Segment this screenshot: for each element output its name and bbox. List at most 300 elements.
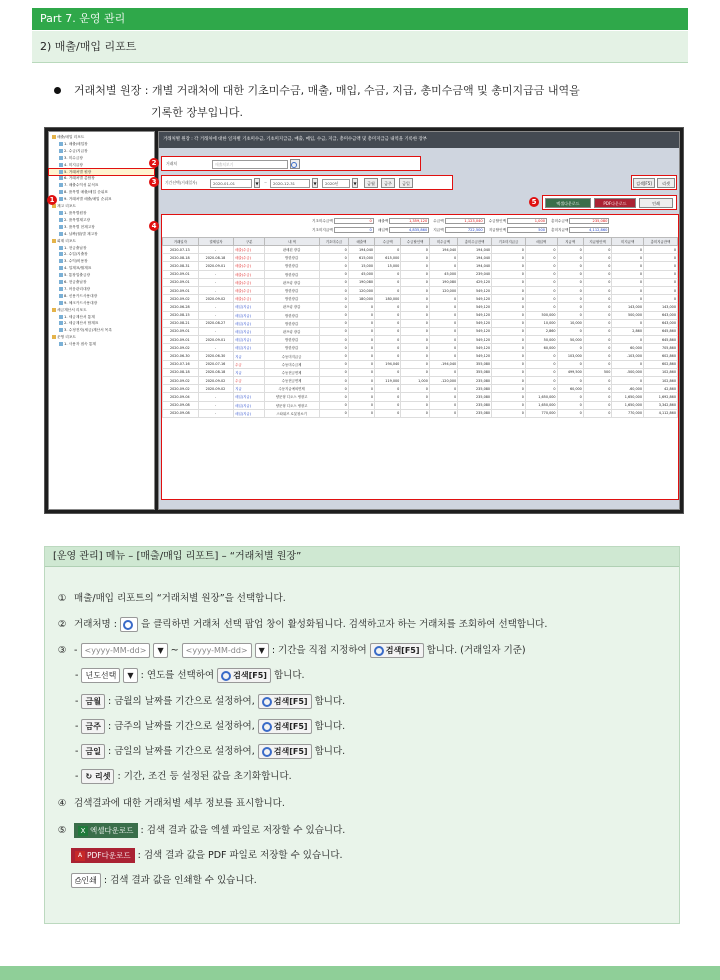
table-row[interactable] <box>163 262 678 270</box>
dropdown-icon[interactable]: ▼ <box>153 643 167 658</box>
summary-value: 0 <box>334 227 374 233</box>
partner-input[interactable]: 매출처보기 <box>212 160 288 169</box>
description-box <box>44 546 680 924</box>
column-header[interactable]: 수금액 <box>375 238 401 246</box>
document-icon <box>59 259 63 263</box>
table-cell: 2020-06-30 <box>163 352 199 360</box>
table-row[interactable] <box>163 327 678 335</box>
day-button[interactable]: 금일 <box>399 178 413 188</box>
footer-bar <box>0 966 720 980</box>
year-select[interactable]: 2020년 <box>322 179 350 188</box>
tree-item[interactable] <box>49 293 154 300</box>
table-cell: - <box>198 327 234 335</box>
table-cell: 방한장갑 <box>265 319 320 327</box>
tree-item[interactable] <box>49 231 154 238</box>
step-text: 을 클릭하면 거래처 선택 팝업 창이 활성화됩니다. 검색하고자 하는 거래처를 조회하여 선택합니다. <box>141 619 548 630</box>
tree-item[interactable] <box>49 224 154 231</box>
summary-value: 4,835,860 <box>389 227 429 233</box>
table-cell: - <box>198 344 234 352</box>
pdf-download-button[interactable]: PDF다운로드 <box>594 198 636 208</box>
folder-icon <box>52 135 56 139</box>
print-sample[interactable] <box>71 873 101 888</box>
table-cell: 0 <box>492 352 526 360</box>
table-row[interactable] <box>163 368 678 376</box>
tree-label: 3. 품목별 현재고장 <box>64 224 95 229</box>
table-row[interactable] <box>163 270 678 278</box>
tree-item[interactable] <box>49 175 154 182</box>
document-icon <box>59 225 63 229</box>
table-cell: 지급 <box>234 368 265 376</box>
table-cell: 0 <box>525 303 557 311</box>
table-cell: 방한장갑 <box>265 286 320 294</box>
year-dropdown[interactable]: ▼ <box>352 178 358 188</box>
table-row[interactable] <box>163 360 678 368</box>
table-row[interactable] <box>163 319 678 327</box>
tree-group[interactable] <box>49 334 154 341</box>
table-cell: 0 <box>348 336 374 344</box>
report-title: 거래처별 원장 : 각 거래처에 대한 일자별 기초미수금, 기초미지급금, 매출, 매입, 수금, 지급, 총미수금액 및 총미지급금 내역을 기록한 장부 <box>159 132 679 148</box>
table-cell: 60,000 <box>525 344 557 352</box>
table-cell: 2020-09-01 <box>163 278 199 286</box>
document-icon <box>59 170 63 174</box>
table-cell: 194,040 <box>458 246 492 254</box>
week-button[interactable]: 금주 <box>381 178 395 188</box>
table-cell: 0 <box>375 278 401 286</box>
table-cell: 0 <box>429 352 457 360</box>
column-header[interactable]: 구분 <box>234 238 265 246</box>
table-cell: 0 <box>320 368 349 376</box>
table-cell: 매입(지급) <box>234 336 265 344</box>
tree-label: 2. 수입/지출장 <box>64 252 88 257</box>
partner-search-button[interactable] <box>290 159 300 169</box>
label: 리셋 <box>94 772 111 781</box>
table-row[interactable] <box>163 278 678 286</box>
tree-group[interactable] <box>49 307 154 314</box>
table-cell: 194,040 <box>458 262 492 270</box>
table-cell: 판매된 장갑 <box>265 246 320 254</box>
step-3-week <box>75 719 345 735</box>
summary-item <box>378 228 429 232</box>
column-header[interactable]: 매입액 <box>525 238 557 246</box>
table-row[interactable] <box>163 286 678 294</box>
table-cell: 2020-09-01 <box>163 270 199 278</box>
table-cell: 매입(지급) <box>234 311 265 319</box>
table-cell: 0 <box>429 262 457 270</box>
date-to-dropdown[interactable]: ▼ <box>312 178 318 188</box>
table-cell: 0 <box>375 336 401 344</box>
table-cell: 0 <box>492 262 526 270</box>
table-cell: 2020-08-31 <box>163 262 199 270</box>
tree-label: 1. 품목별원장 <box>64 210 87 215</box>
tree-group[interactable] <box>49 134 154 141</box>
table-row[interactable] <box>163 303 678 311</box>
table-cell: 0 <box>612 246 644 254</box>
table-cell: 0 <box>375 368 401 376</box>
tree-item[interactable] <box>49 210 154 217</box>
column-header[interactable]: 미수금액 <box>429 238 457 246</box>
document-icon <box>59 183 63 187</box>
tree-item[interactable] <box>49 272 154 279</box>
table-cell: 770,000 <box>525 409 557 417</box>
tree-item[interactable] <box>49 320 154 327</box>
column-header[interactable]: 총미수금잔액 <box>458 238 492 246</box>
document-icon <box>59 142 63 146</box>
table-cell: 0 <box>348 327 374 335</box>
table-cell: 2020-09-08 <box>163 409 199 417</box>
table-cell: 0 <box>375 385 401 393</box>
table-cell: 0 <box>492 336 526 344</box>
table-cell: 45,000 <box>429 270 457 278</box>
table-cell: 0 <box>320 286 349 294</box>
table-cell: 0 <box>525 377 557 385</box>
table-cell: 0 <box>320 352 349 360</box>
tree-group[interactable] <box>49 238 154 245</box>
table-cell: 0 <box>612 254 644 262</box>
tree-item[interactable] <box>49 300 154 307</box>
table-cell: 15,000 <box>375 262 401 270</box>
column-header[interactable]: 지급할인액 <box>583 238 612 246</box>
table-cell: 0 <box>348 311 374 319</box>
tree-item[interactable] <box>49 155 154 162</box>
print-button[interactable]: 인쇄 <box>639 198 673 208</box>
day-button-sample[interactable]: 금일 <box>81 744 104 759</box>
table-cell: 0 <box>320 336 349 344</box>
search-button[interactable]: 검색[F5] <box>633 178 655 188</box>
table-cell: 500,000 <box>612 311 644 319</box>
ledger-grid <box>161 214 679 500</box>
table-row[interactable] <box>163 336 678 344</box>
tree-item[interactable] <box>49 251 154 258</box>
table-cell: 15,000 <box>348 262 374 270</box>
table-cell: 770,000 <box>612 409 644 417</box>
date-to-sample[interactable]: <yyyy-MM-dd> <box>182 643 252 658</box>
dropdown-icon[interactable]: ▼ <box>255 643 269 658</box>
table-cell: 방한장갑 <box>265 336 320 344</box>
search-button-sample[interactable] <box>217 668 271 683</box>
tree-item[interactable] <box>49 265 154 272</box>
tree-item[interactable] <box>49 141 154 148</box>
refresh-icon: ↻ <box>85 772 95 781</box>
table-cell: 102,860 <box>643 377 677 385</box>
column-header[interactable]: 거래일자 <box>163 238 199 246</box>
table-row[interactable] <box>163 352 678 360</box>
intro-line-1: 거래처별 원장 : 개별 거래처에 대한 기초미수금, 매출, 매입, 수금, 지급, 총미수금액 및 총미지급금 내역을 <box>74 84 580 97</box>
column-header[interactable]: 미지급액 <box>612 238 644 246</box>
excel-download-sample[interactable] <box>74 823 137 838</box>
table-cell: 수금 <box>234 377 265 385</box>
table-cell: 1,650,000 <box>612 401 644 409</box>
column-header[interactable]: 수금할인액 <box>401 238 430 246</box>
tree-group[interactable] <box>49 203 154 210</box>
document-icon <box>59 328 63 332</box>
search-button-sample[interactable] <box>370 643 424 658</box>
table-cell: 0 <box>612 278 644 286</box>
magnifier-icon <box>262 747 272 757</box>
table-row[interactable] <box>163 401 678 409</box>
table-cell: 0 <box>557 327 583 335</box>
colon: : <box>271 645 276 656</box>
step-text: 합니다. <box>314 746 346 757</box>
table-cell: 0 <box>525 295 557 303</box>
column-header[interactable]: 기초미수금 <box>320 238 349 246</box>
step-text: 합니다. <box>273 670 305 681</box>
table-row[interactable] <box>163 385 678 393</box>
table-cell: 매출(수금) <box>234 278 265 286</box>
table-cell: 0 <box>375 352 401 360</box>
reset-button-sample[interactable] <box>81 769 114 784</box>
table-cell: 0 <box>583 286 612 294</box>
table-cell: 매입(지급) <box>234 327 265 335</box>
table-cell: 2020-09-01 <box>163 286 199 294</box>
table-cell: 매입(지급) <box>234 319 265 327</box>
table-cell: 0 <box>429 344 457 352</box>
table-cell: 0 <box>348 303 374 311</box>
table-cell: 0 <box>401 393 430 401</box>
table-row[interactable] <box>163 295 678 303</box>
table-row[interactable] <box>163 393 678 401</box>
tree-item[interactable] <box>49 148 154 155</box>
search-button-sample[interactable] <box>258 719 312 734</box>
column-header[interactable]: 총미지급잔액 <box>643 238 677 246</box>
table-cell: 549,120 <box>458 295 492 303</box>
summary-label: 수금할인액 <box>488 219 507 223</box>
step-num: ③ <box>57 645 67 656</box>
step-text: : 검색 결과 값을 인쇄할 수 있습니다. <box>103 875 257 886</box>
table-header <box>163 238 678 246</box>
document-icon <box>59 287 63 291</box>
table-cell: 0 <box>583 352 612 360</box>
table-cell: 0 <box>643 246 677 254</box>
app-screenshot <box>44 127 684 514</box>
date-from-sample[interactable]: <yyyy-MM-dd> <box>81 643 151 658</box>
month-button-sample[interactable]: 금월 <box>81 694 104 709</box>
table-cell: - <box>198 278 234 286</box>
search-icon-button[interactable] <box>120 617 138 632</box>
table-cell: 2020-06-28 <box>163 303 199 311</box>
table-cell: 1,000 <box>401 377 430 385</box>
tree-item[interactable] <box>49 327 154 334</box>
tree-item[interactable] <box>49 196 154 203</box>
tree-item[interactable] <box>49 286 154 293</box>
table-cell: 0 <box>525 385 557 393</box>
table-cell: 0 <box>492 278 526 286</box>
tree-item[interactable] <box>49 245 154 252</box>
table-cell: 235,080 <box>458 377 492 385</box>
step-1 <box>53 591 286 607</box>
table-cell: 0 <box>525 286 557 294</box>
badge-2: 2 <box>149 158 159 168</box>
tree-item[interactable] <box>49 279 154 286</box>
table-cell: 0 <box>320 295 349 303</box>
table-cell: 549,120 <box>458 303 492 311</box>
printer-icon: ⎙ <box>75 876 82 885</box>
table-cell: 0 <box>492 311 526 319</box>
table-cell: 0 <box>557 393 583 401</box>
summary-value: 235,080 <box>569 218 609 224</box>
badge-5: 5 <box>529 197 539 207</box>
badge-3: 3 <box>149 177 159 187</box>
column-header[interactable]: 내 역 <box>265 238 320 246</box>
table-cell: 0 <box>348 409 374 417</box>
month-button[interactable]: 금월 <box>364 178 378 188</box>
table-cell: 0 <box>492 270 526 278</box>
tree-item[interactable] <box>49 341 154 348</box>
table-cell: 0 <box>348 368 374 376</box>
table-cell: 499,500 <box>557 368 583 376</box>
table-cell: 4,112,860 <box>643 409 677 417</box>
summary-item <box>378 219 429 223</box>
table-cell: 0 <box>525 262 557 270</box>
tree-label: 4. 미지급장 <box>64 162 83 167</box>
tree-label: 3. 수정전자(세금)계산서 목록 <box>64 328 112 333</box>
table-cell: 500,000 <box>525 311 557 319</box>
desc-heading: [운영 관리] 메뉴 – [매출/매입 리포트] – “거래처별 원장” <box>45 547 679 567</box>
dash: - <box>74 645 78 656</box>
dash: - <box>75 670 79 681</box>
table-cell: 1,692,860 <box>643 393 677 401</box>
table-cell: 0 <box>375 319 401 327</box>
reset-button[interactable]: 리셋 <box>657 178 675 188</box>
tree-label: 2. 품목별재고장 <box>64 217 91 222</box>
table-cell: 194,040 <box>375 360 401 368</box>
date-to-input[interactable]: 2020-12-31 <box>270 179 310 188</box>
table-cell: 0 <box>348 319 374 327</box>
table-cell: 0 <box>348 385 374 393</box>
tree-label: 매출/매입 리포트 <box>57 135 85 139</box>
table-cell: 0 <box>348 377 374 385</box>
table-cell: 0 <box>557 295 583 303</box>
tree-label: 6. 거래처별 총합장 <box>64 176 95 181</box>
table-cell: 0 <box>401 319 430 327</box>
pdf-download-sample[interactable] <box>71 848 135 863</box>
table-cell: 지급 <box>234 352 265 360</box>
table-row[interactable] <box>163 254 678 262</box>
summary-item <box>489 219 547 223</box>
step-text: 매출/매입 리포트의 “거래처별 원장”을 선택합니다. <box>74 593 286 604</box>
label: 검색[F5] <box>233 671 267 680</box>
table-cell: 0 <box>401 401 430 409</box>
period-row <box>161 175 453 190</box>
step-5-excel <box>53 823 345 839</box>
tree-item[interactable] <box>49 217 154 224</box>
dropdown-icon[interactable]: ▼ <box>123 668 137 683</box>
table-row[interactable] <box>163 344 678 352</box>
tree-label: 1. 매출/매입장 <box>64 141 88 146</box>
table-cell: 50,000 <box>525 336 557 344</box>
column-header[interactable]: 지급액 <box>557 238 583 246</box>
table-cell: 0 <box>612 377 644 385</box>
table-cell: 0 <box>492 295 526 303</box>
tree-item[interactable] <box>49 258 154 265</box>
table-cell: 매입(지급) <box>234 393 265 401</box>
summary-item <box>312 228 374 232</box>
table-cell: 양문형 디오스 냉장고 <box>265 393 320 401</box>
summary-item <box>551 219 609 223</box>
table-cell: 0 <box>557 311 583 319</box>
table-cell: 0 <box>429 303 457 311</box>
magnifier-icon <box>291 162 297 168</box>
document-icon <box>59 273 63 277</box>
table-cell: 0 <box>583 409 612 417</box>
table-cell: 0 <box>643 262 677 270</box>
table-cell: 2020-09-01 <box>163 336 199 344</box>
step-num: ① <box>57 593 67 604</box>
tree-item[interactable] <box>49 189 154 196</box>
summary-row-2 <box>312 227 613 233</box>
search-button-sample[interactable] <box>258 744 312 759</box>
table-cell: 2020-08-18 <box>198 254 234 262</box>
document-icon <box>59 211 63 215</box>
table-cell: 2020-08-18 <box>163 368 199 376</box>
table-cell: 2020-09-04 <box>163 393 199 401</box>
date-from-dropdown[interactable]: ▼ <box>254 178 260 188</box>
table-row[interactable] <box>163 246 678 254</box>
tree-item[interactable] <box>49 314 154 321</box>
table-cell: 0 <box>492 401 526 409</box>
week-button-sample[interactable]: 금주 <box>81 719 104 734</box>
tree-label: 회계 리포트 <box>57 238 76 243</box>
bullet-icon <box>54 87 61 94</box>
table-cell: 0 <box>320 385 349 393</box>
tree-item[interactable] <box>49 162 154 169</box>
date-from-input[interactable]: 2020-01-01 <box>210 179 252 188</box>
table-cell: 0 <box>429 327 457 335</box>
tree-label: 8. 신용카드사용대장 <box>64 293 98 298</box>
table-cell: 143,000 <box>612 303 644 311</box>
column-header[interactable]: 매출액 <box>348 238 374 246</box>
label: 검색[F5] <box>273 722 308 731</box>
table-cell: 1,650,000 <box>612 393 644 401</box>
step-3 <box>53 643 526 659</box>
year-select-sample[interactable]: 년도선택 <box>81 668 120 683</box>
table-cell: 0 <box>583 344 612 352</box>
document-icon <box>59 321 63 325</box>
table-cell: 0 <box>401 246 430 254</box>
table-cell: 0 <box>612 270 644 278</box>
table-cell: 0 <box>557 278 583 286</box>
table-cell: 0 <box>583 393 612 401</box>
table-cell: 0 <box>348 393 374 401</box>
intro-text <box>54 80 664 124</box>
tree-item[interactable] <box>49 182 154 189</box>
summary-label: 지급할인액 <box>488 228 507 232</box>
table-cell: 2020-06-30 <box>198 352 234 360</box>
table-cell: 0 <box>612 295 644 303</box>
search-button-sample[interactable] <box>258 694 312 709</box>
tree-item[interactable] <box>49 169 154 176</box>
table-cell: - <box>198 401 234 409</box>
excel-download-button[interactable]: 엑셀다운로드 <box>545 198 591 208</box>
table-cell: 0 <box>583 303 612 311</box>
table-row[interactable] <box>163 377 678 385</box>
table-cell: 239,040 <box>458 270 492 278</box>
table-cell: 0 <box>557 401 583 409</box>
table-cell: 615,000 <box>375 254 401 262</box>
column-header[interactable]: 결제일자 <box>198 238 234 246</box>
table-cell: 549,120 <box>458 344 492 352</box>
pdf-icon: A <box>75 851 85 861</box>
table-cell: 0 <box>612 262 644 270</box>
table-cell: 0 <box>612 360 644 368</box>
table-cell: 0 <box>583 377 612 385</box>
table-cell: 0 <box>348 352 374 360</box>
table-row[interactable] <box>163 311 678 319</box>
table-row[interactable] <box>163 409 678 417</box>
table-cell: 2,860 <box>612 327 644 335</box>
report-panel <box>151 131 680 510</box>
column-header[interactable]: 기초미지급금 <box>492 238 526 246</box>
table-cell: 500 <box>583 368 612 376</box>
